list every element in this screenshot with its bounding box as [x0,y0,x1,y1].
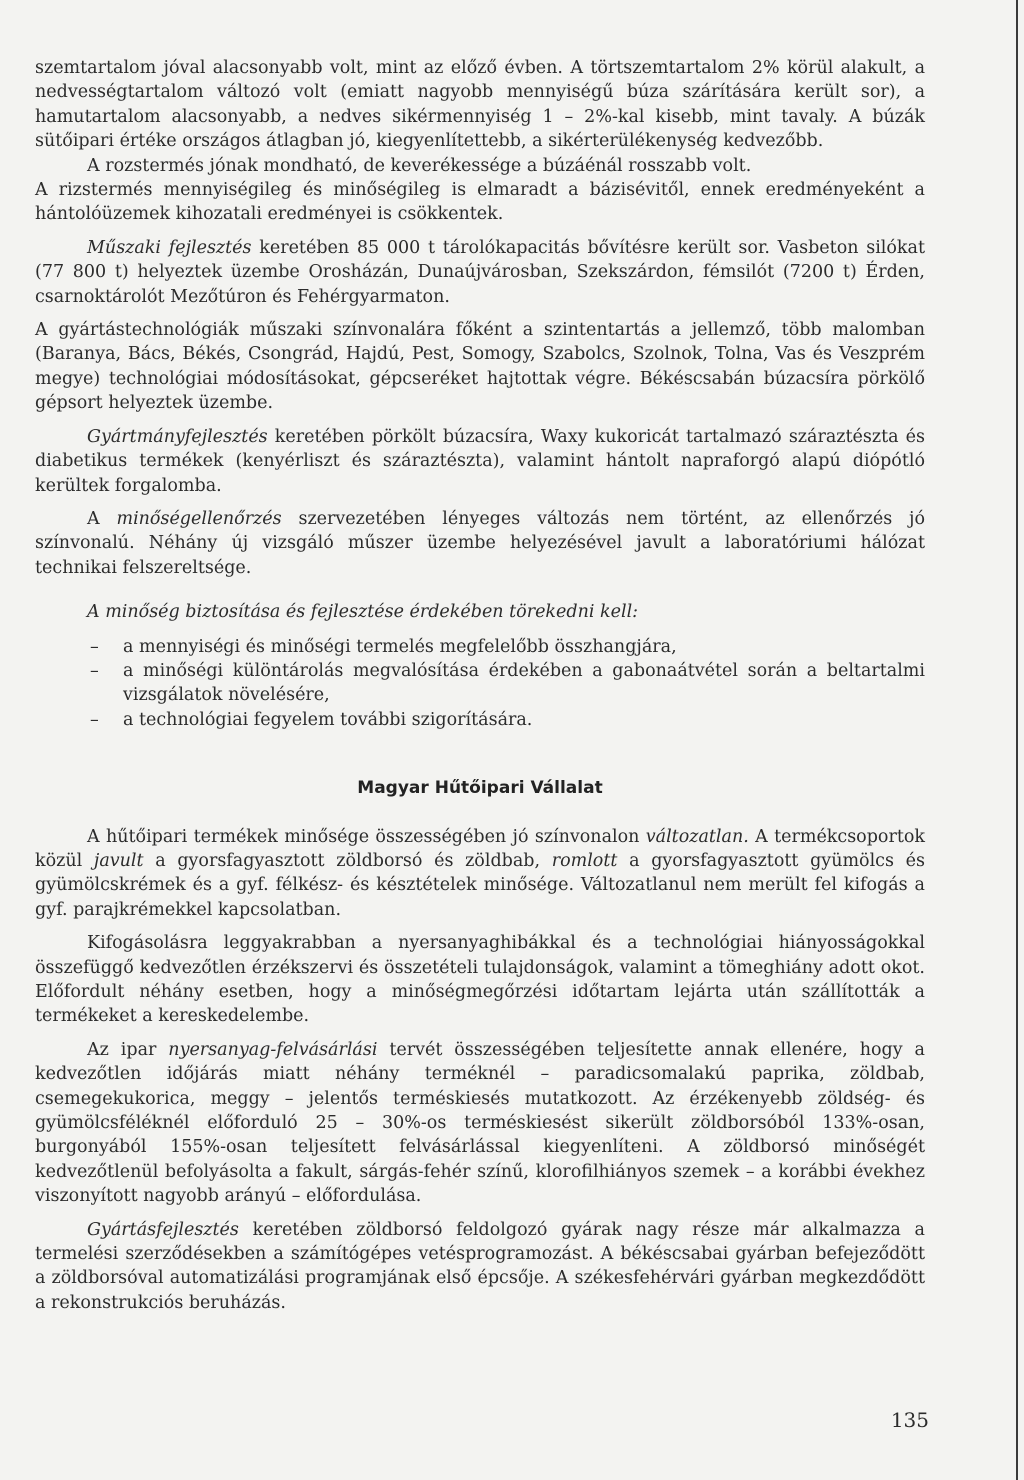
paragraph-quality-control: A minőségellenőrzés szervezetében lényeges változás nem történt, az ellenőrzés jó színvonalú. Néhány új vizsgáló műszer üzembe helyezésével javult a laboratóriumi hálózat technikai felszereltsége. [35,508,926,578]
term-production-development: Gyártásfejlesztés [87,1219,239,1240]
paragraph-refrigeration-quality: A hűtőipari termékek minősége összességében jó színvonalon változatlan. A termékcsoportok közül javult a gyorsfagyasztott zöldborsó és zöldbab, romlott a gyorsfagyasztott gyümölcs és gyümölcskrémek és a gyf. félkész- és késztételek minősége. Változatlanul nem merült fel kifogás a gyf. parajkrémekkel kapcsolatban. [35,826,925,920]
paragraph-complaints: Kifogásolásra leggyakrabban a nyersanyaghibákkal és a technológiai hiányosságokkal összefüggő kedvezőtlen érzékszervi és összetételi tulajdonságok, valamint a tömeghiány adott okot. Előfordult néhány esetben, hogy a minőségmegőrzési időtartam lejárta után szállították a termékeket a kereskedelembe. [35,933,925,1027]
page-body [35,56,925,1315]
goals-list [35,635,925,733]
list-heading: A minőség biztosítása és fejlesztése érdekében törekedni kell: [87,602,639,623]
paragraph-technical-development: Műszaki fejlesztés keretében 85 000 t tárolókapacitás bővítésre került sor. Vasbeton silókat (77 800 t) helyeztek üzembe Orosházán, Dunaújvárosban, Szekszárdon, fémsilót (7200 t) Érden, csarnoktárolót Mezőtúron és Fehérgyarmaton. [35,237,926,307]
paragraph-rye: A rozstermés jónak mondható, de keverékessége a búzáénál rosszabb volt. [87,155,752,176]
paragraph-raw-material-purchase: Az ipar nyersanyag-felvásárlási tervét összességében teljesítette annak ellenére, hogy a kedvezőtlen időjárás miatt néhány terméknél – paradicsomalakú paprika, zöldbab, csemegekukorica, meggy – jelentős terméskiesés mutatkozott. Az érzékenyebb zöldség- és gyümölcsféléknél előforduló 25 – 30%-os terméskiesést sikerült zöldborsóból 133%-osan, burgonyából 155%-osan teljesített felvásárlással kiegyenlíteni. A zöldborsó minőségét kedvezőtlenül befolyásolta a fakult, sárgás-fehér színű, klorofilhiányos szemek – a korábbi évekhez viszonyított nagyobb arányú – előfordulása. [35,1039,925,1207]
term-raw-material-purchase: nyersanyag-felvásárlási [168,1039,378,1060]
list-item: – a technológiai fegyelem további szigorítására. [90,709,533,730]
paragraph-product-development: Gyártmányfejlesztés keretében pörkölt búzacsíra, Waxy kukoricát tartalmazó száraztészta és diabetikus termékek (kenyérliszt és száraztészta), valamint hántolt napraforgó alapú diópótló kerültek forgalomba. [35,426,925,496]
term-product-development: Gyártmányfejlesztés [87,426,268,447]
page-number: 135 [890,1408,929,1432]
paragraph-technology: A gyártástechnológiák műszaki színvonalára főként a szintentartás a jellemző, több malomban (Baranya, Bács, Békés, Csongrád, Hajdú, Pest, Somogy, Szabolcs, Szolnok, Tolna, Vas és Veszprém megye) technológiai módosításokat, gépcseréket hajtottak végre. Békéscsabán búzacsíra pörkölő gépsort helyeztek üzembe. [35,320,925,414]
paragraph-grain-quality: szemtartalom jóval alacsonyabb volt, mint az előző évben. A törtszemtartalom 2% körül alakult, a nedvességtartalom változó volt (emiatt nagyobb mennyiségű búza szárítására került sor), a hamutartalom alacsonyabb, a nedves sikérmennyiség 1 – 2%-kal kisebb, mint tavaly. A búzák sütőipari értéke országos átlagban jó, kiegyenlítettebb, a sikérterülékenység kedvezőbb. [35,58,925,152]
section-title: Magyar Hűtőipari Vállalat [357,778,603,799]
page-edge-line [1016,0,1018,1480]
paragraph-production-development: Gyártásfejlesztés keretében zöldborsó feldolgozó gyárak nagy része már alkalmazza a termelési szerződésekben a számítógépes vetésprogramozást. A békéscsabai gyárban befejeződött a zöldborsóval automatizálási programjának első épcsője. A székesfehérvári gyárban megkezdődött a rekonstrukciós beruházás. [35,1219,925,1313]
paragraph-rice: A rizstermés mennyiségileg és minőségileg is elmaradt a bázisévitől, ennek eredményeként a hántolóüzemek kihozatali eredményei is csökkentek. [35,180,925,225]
list-item: – a minőségi különtárolás megvalósítása érdekében a gabonaátvétel során a beltartalmi vizsgálatok növelésére, [90,660,925,706]
list-item: – a mennyiségi és minőségi termelés megfelelőbb összhangjára, [90,636,677,657]
term-technical-development: Műszaki fejlesztés [87,237,252,258]
term-quality-control: minőségellenőrzés [116,508,282,529]
